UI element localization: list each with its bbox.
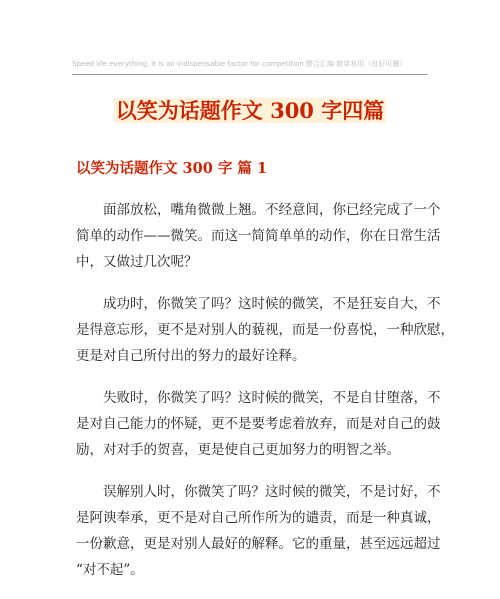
header-divider [72, 74, 428, 75]
paragraph [76, 385, 441, 463]
text-line: 是对自己能力的怀疑，更不是要考虑着放弃，而是对自己的鼓 [76, 416, 441, 432]
text-line: 更是对自己所付出的努力的最好诠释。 [76, 348, 306, 364]
text-line: 是得意忘形，更不是对别人的藐视，而是一份喜悦，一种欣慰， [76, 322, 454, 338]
document-title-text: 以笑为话题作文 300 字四篇 [115, 98, 385, 123]
paragraph [76, 197, 441, 275]
paragraph [76, 479, 441, 583]
section-heading: 以笑为话题作文 300 字 篇 1 [76, 160, 268, 177]
text-line: 励，对对手的贺喜，更是使自己更加努力的明智之举。 [76, 442, 400, 458]
text-line: 误解别人时，你微笑了吗？这时候的微笑，不是讨好，不 [103, 484, 441, 500]
document-title [0, 96, 500, 126]
paragraph [76, 291, 454, 369]
text-line: 成功时，你微笑了吗？这时候的微笑，不是狂妄自大，不 [103, 296, 441, 312]
text-line: 面部放松，嘴角微微上翘。不经意间，你已经完成了一个 [103, 202, 441, 218]
text-line: 失败时，你微笑了吗？这时候的微笑，不是自甘堕落，不 [103, 390, 441, 406]
text-line: “对不起”。 [76, 562, 144, 578]
running-header: Speed life everything, it is an indispensable factor for competition.整合汇编 简单易用（良好可删） [72, 60, 407, 68]
text-line: 是阿谀奉承，更不是对自己所作所为的谴责，而是一种真诚， [76, 510, 441, 526]
text-line: 简单的动作——微笑。而这一简简单单的动作，你在日常生活 [76, 228, 441, 244]
text-line: 一份歉意，更是对别人最好的解释。它的重量，甚至远远超过 [76, 536, 441, 552]
text-line: 中，又做过几次呢？ [76, 254, 198, 270]
essay-body [76, 197, 454, 599]
